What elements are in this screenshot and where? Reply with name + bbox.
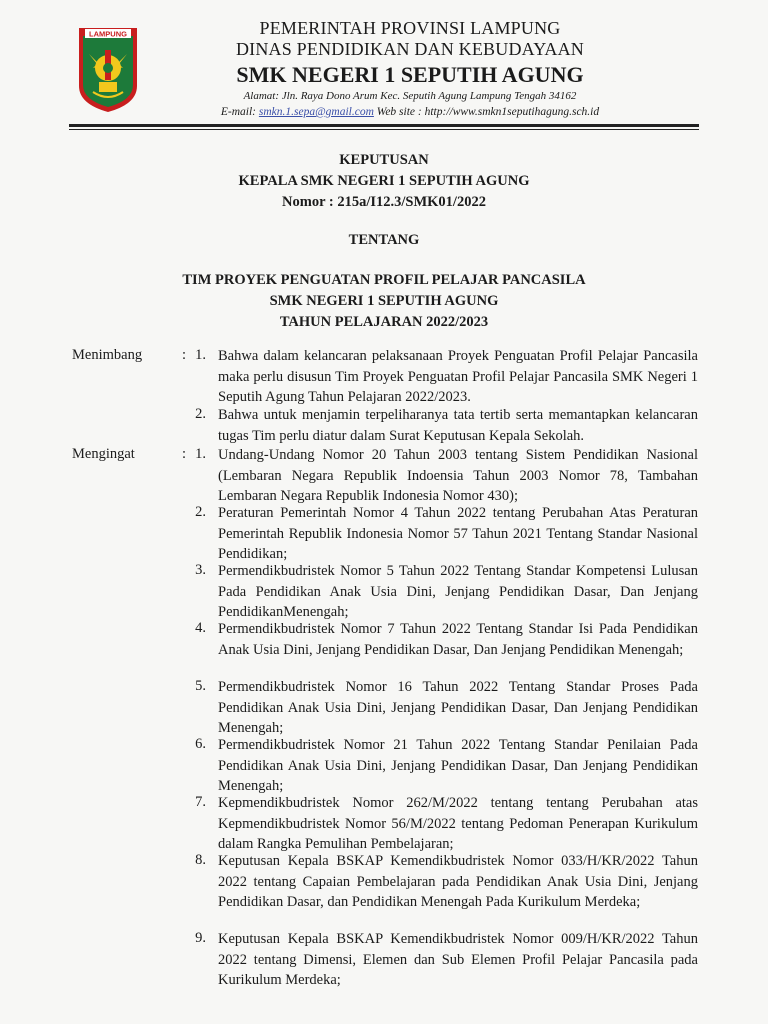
mengingat-item: Permendikbudristek Nomor 7 Tahun 2022 Tentang Standar Isi Pada Pendidikan Anak Usia Dini, Jenjang Pendidikan Dasar, Dan Jenjang Pendidikan Menengah; [218, 621, 698, 658]
header-rule-thick [69, 124, 699, 127]
mengingat-label: Mengingat [72, 446, 135, 462]
mengingat-item-number: 3. [195, 562, 206, 578]
tentang-heading: TENTANG [348, 232, 420, 248]
email-label: E-mail: [220, 106, 257, 118]
decree-subject-line1: TIM PROYEK PENGUATAN PROFIL PELAJAR PANCASILA [182, 272, 586, 288]
menimbang-label: Menimbang [72, 347, 143, 363]
mengingat-item: Keputusan Kepala BSKAP Kemendikbudristek Nomor 009/H/KR/2022 Tahun 2022 tentang Dimensi, Elemen dan Sub Elemen Profil Pelajar Pancasila pada Kurikulum Merdeka; [218, 931, 698, 988]
decree-issuer: KEPALA SMK NEGERI 1 SEPUTIH AGUNG [238, 173, 530, 189]
contact-line [160, 104, 660, 120]
mengingat-item-number: 5. [195, 678, 206, 694]
decree-title: KEPUTUSAN [339, 152, 429, 168]
mengingat-item-number: 7. [195, 794, 206, 810]
menimbang-item-number: 1. [195, 347, 206, 363]
mengingat-item: Kepmendikbudristek Nomor 262/M/2022 tentang tentang Perubahan atas Kepmendikbudristek Nomor 56/M/2022 tentang Pedoman Penerapan Kurikulum dalam Rangka Pemulihan Pembelajaran; [218, 795, 698, 852]
mengingat-item: Permendikbudristek Nomor 5 Tahun 2022 Tentang Standar Kompetensi Lulusan Pada Pendidikan Anak Usia Dini, Jenjang Pendidikan Dasar, Dan Jenjang PendidikanMenengah; [218, 563, 698, 620]
decree-number: Nomor : 215a/I12.3/SMK01/2022 [282, 194, 486, 210]
mengingat-item: Undang-Undang Nomor 20 Tahun 2003 tentang Sistem Pendidikan Nasional (Lembaran Negara Republik Indoensia Tahun 2003 Nomor 78, Tambahan Lembaran Negara Republik Indonesia Nomor 430); [218, 447, 698, 504]
svg-text:LAMPUNG: LAMPUNG [89, 29, 127, 39]
email-link[interactable]: smkn.1.sepa@gmail.com [258, 106, 374, 118]
office-name: DINAS PENDIDIKAN DAN KEBUDAYAAN [235, 39, 585, 59]
decree-subject-line3: TAHUN PELAJARAN 2022/2023 [279, 314, 489, 330]
mengingat-item: Peraturan Pemerintah Nomor 4 Tahun 2022 tentang Perubahan Atas Peraturan Pemerintah Republik Indonesia Nomor 57 Tahun 2021 Tentang Standar Nasional Pendidikan; [218, 505, 698, 562]
school-address: Alamat: Jln. Raya Dono Arum Kec. Seputih Agung Lampung Tengah 34162 [243, 90, 577, 102]
menimbang-item-number: 2. [195, 406, 206, 422]
mengingat-item: Permendikbudristek Nomor 16 Tahun 2022 Tentang Standar Proses Pada Pendidikan Anak Usia Dini, Jenjang Pendidikan Dasar, Dan Jenjang Pendidikan Menengah; [218, 679, 698, 736]
government-name: PEMERINTAH PROVINSI LAMPUNG [259, 18, 561, 38]
menimbang-item: Bahwa dalam kelancaran pelaksanaan Proyek Penguatan Profil Pelajar Pancasila maka perlu disusun Tim Proyek Penguatan Profil Pelajar Pancasila SMK Negeri 1 Seputih Agung Tahun Pelajaran 2022/2023. [218, 348, 698, 405]
mengingat-colon: : [182, 446, 187, 462]
mengingat-item-number: 8. [195, 852, 206, 868]
mengingat-item: Keputusan Kepala BSKAP Kemendikbudristek Nomor 033/H/KR/2022 Tahun 2022 tentang Capaian Pembelajaran pada Pendidikan Anak Usia Dini, Jenjang Pendidikan Dasar, dan Pendidikan Menengah Pada Kurikulum Merdeka; [218, 853, 698, 910]
school-name: SMK NEGERI 1 SEPUTIH AGUNG [236, 62, 584, 87]
mengingat-item-number: 4. [195, 620, 206, 636]
mengingat-item-number: 6. [195, 736, 206, 752]
website-text: Web site : http://www.smkn1seputihagung.sch.id [376, 106, 600, 118]
mengingat-item: Permendikbudristek Nomor 21 Tahun 2022 Tentang Standar Penilaian Pada Pendidikan Anak Usia Dini, Jenjang Pendidikan Dasar, Dan Jenjang Pendidikan Menengah; [218, 737, 698, 794]
letterhead [160, 18, 660, 120]
menimbang-item: Bahwa untuk menjamin terpeliharanya tata tertib serta memantapkan kelancaran tugas Tim perlu diatur dalam Surat Keputusan Kepala Sekolah. [218, 407, 698, 444]
menimbang-colon: : [182, 347, 187, 363]
mengingat-item-number: 9. [195, 930, 206, 946]
decree-subject-line2: SMK NEGERI 1 SEPUTIH AGUNG [269, 293, 499, 309]
lampung-province-emblem [75, 24, 141, 114]
header-rule-thin [69, 129, 699, 130]
mengingat-item-number: 1. [195, 446, 206, 462]
mengingat-item-number: 2. [195, 504, 206, 520]
